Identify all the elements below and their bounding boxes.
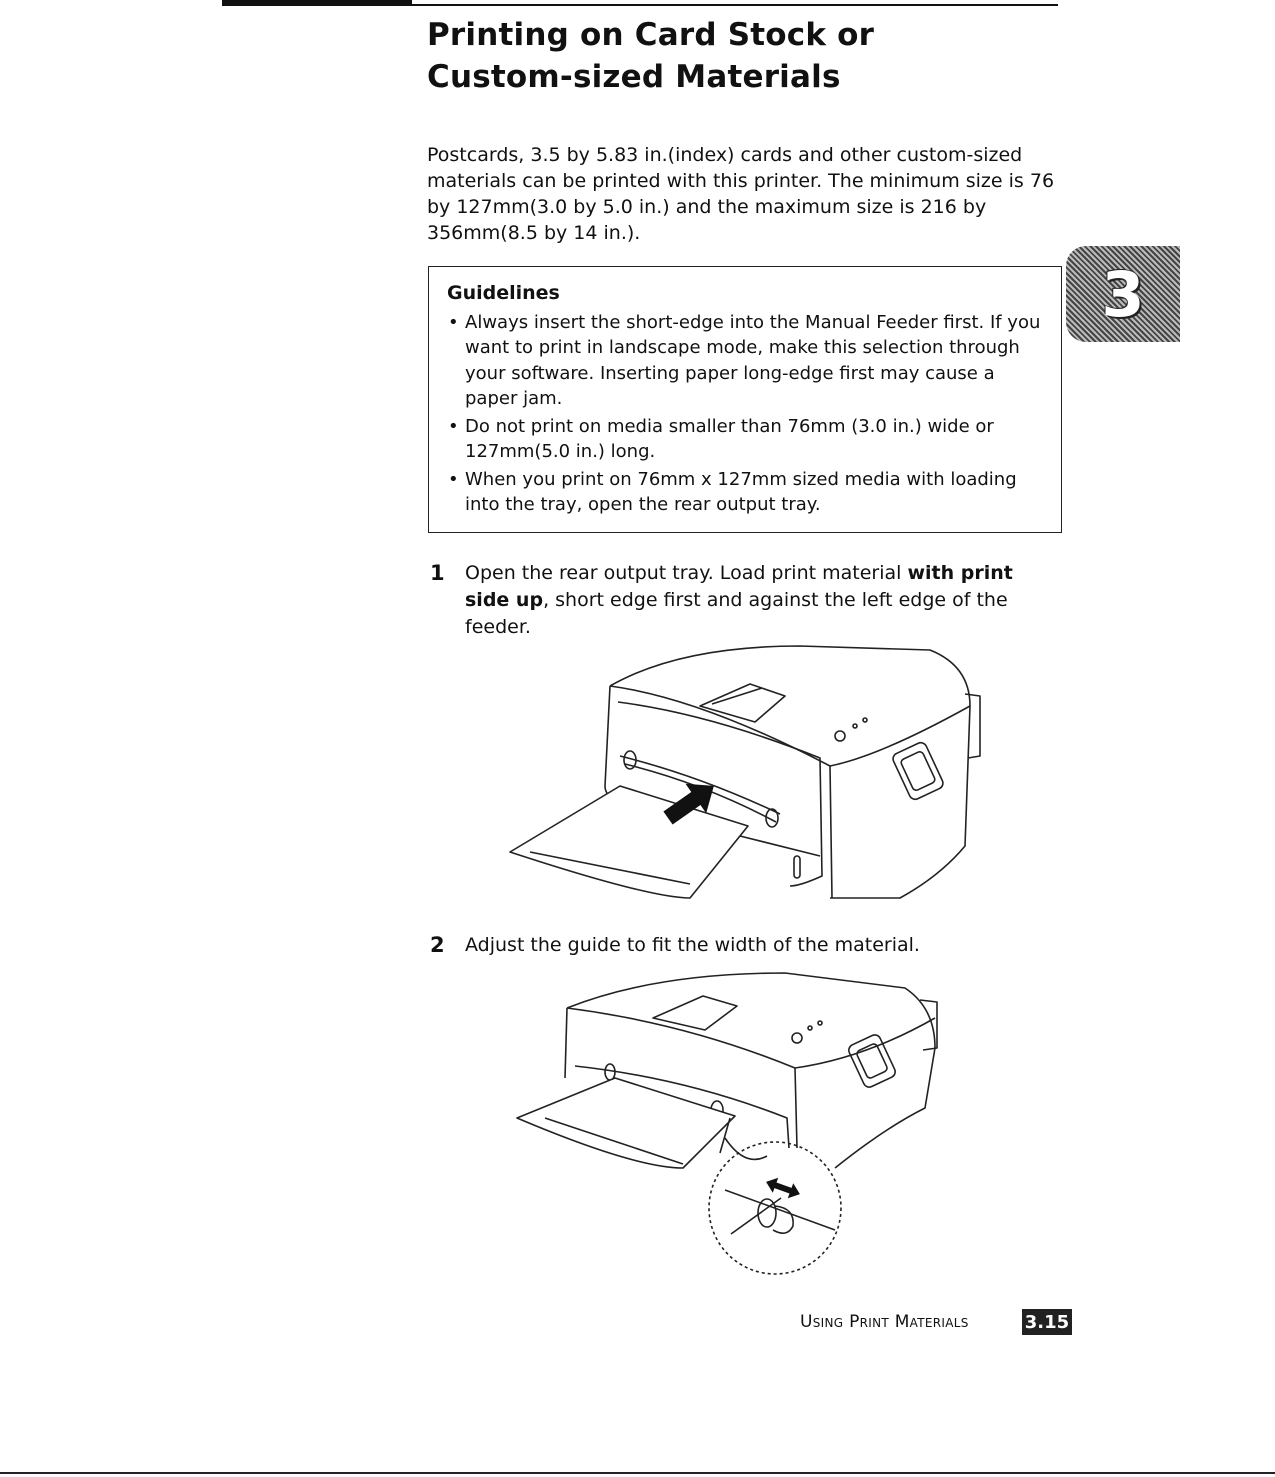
page-title-line2: Custom-sized Materials: [427, 59, 841, 95]
step-number: 1: [430, 561, 445, 585]
printer-paper-guide-icon: [505, 968, 965, 1288]
step-text-before: Open the rear output tray. Load print material: [465, 562, 908, 584]
step-text: [465, 560, 1050, 641]
list-item: [447, 310, 1045, 412]
chapter-tab: [1066, 246, 1180, 342]
footer-section-title: Using Print Materials: [800, 1312, 969, 1332]
guideline-text: Always insert the short-edge into the Manual Feeder first. If you want to print in landscape mode, make this selection through your software. Inserting paper long-edge first may cause a paper jam.: [465, 311, 1041, 409]
list-item: [447, 467, 1045, 518]
step-text-after: , short edge first and against the left edge of the feeder.: [465, 589, 1008, 638]
guidelines-box: [428, 266, 1062, 533]
guideline-text: Do not print on media smaller than 76mm (3.0 in.) wide or 127mm(5.0 in.) long.: [465, 415, 994, 462]
bullet-icon: •: [448, 468, 459, 490]
page-title-line1: Printing on Card Stock or: [427, 17, 875, 53]
top-rule-thin: [412, 4, 1058, 6]
chapter-number: 3: [1101, 257, 1145, 331]
guidelines-heading: Guidelines: [447, 282, 560, 304]
footer-page-number: 3.15: [1022, 1309, 1072, 1335]
top-rule-thick: [222, 0, 412, 6]
bullet-icon: •: [448, 311, 459, 333]
bottom-rule: [0, 1472, 1275, 1474]
page-title: [427, 14, 1067, 98]
bullet-icon: •: [448, 415, 459, 437]
step-2: [430, 932, 1050, 959]
step-text: Adjust the guide to fit the width of the material.: [465, 934, 920, 956]
list-item: [447, 414, 1045, 465]
step-number: 2: [430, 933, 445, 957]
step-text-bold: with print side up: [465, 562, 1013, 611]
guidelines-list: [447, 310, 1045, 518]
printer-manual-feeder-icon: [500, 636, 1000, 906]
intro-paragraph: Postcards, 3.5 by 5.83 in.(index) cards and other custom-sized materials can be printed with this printer. The minimum size is 76 by 127mm(3.0 by 5.0 in.) and the maximum size is 216 by 356mm(8.5 by 14 in.).: [427, 144, 1055, 244]
step-1: [430, 560, 1050, 641]
guideline-text: When you print on 76mm x 127mm sized media with loading into the tray, open the rear output tray.: [465, 468, 1017, 515]
